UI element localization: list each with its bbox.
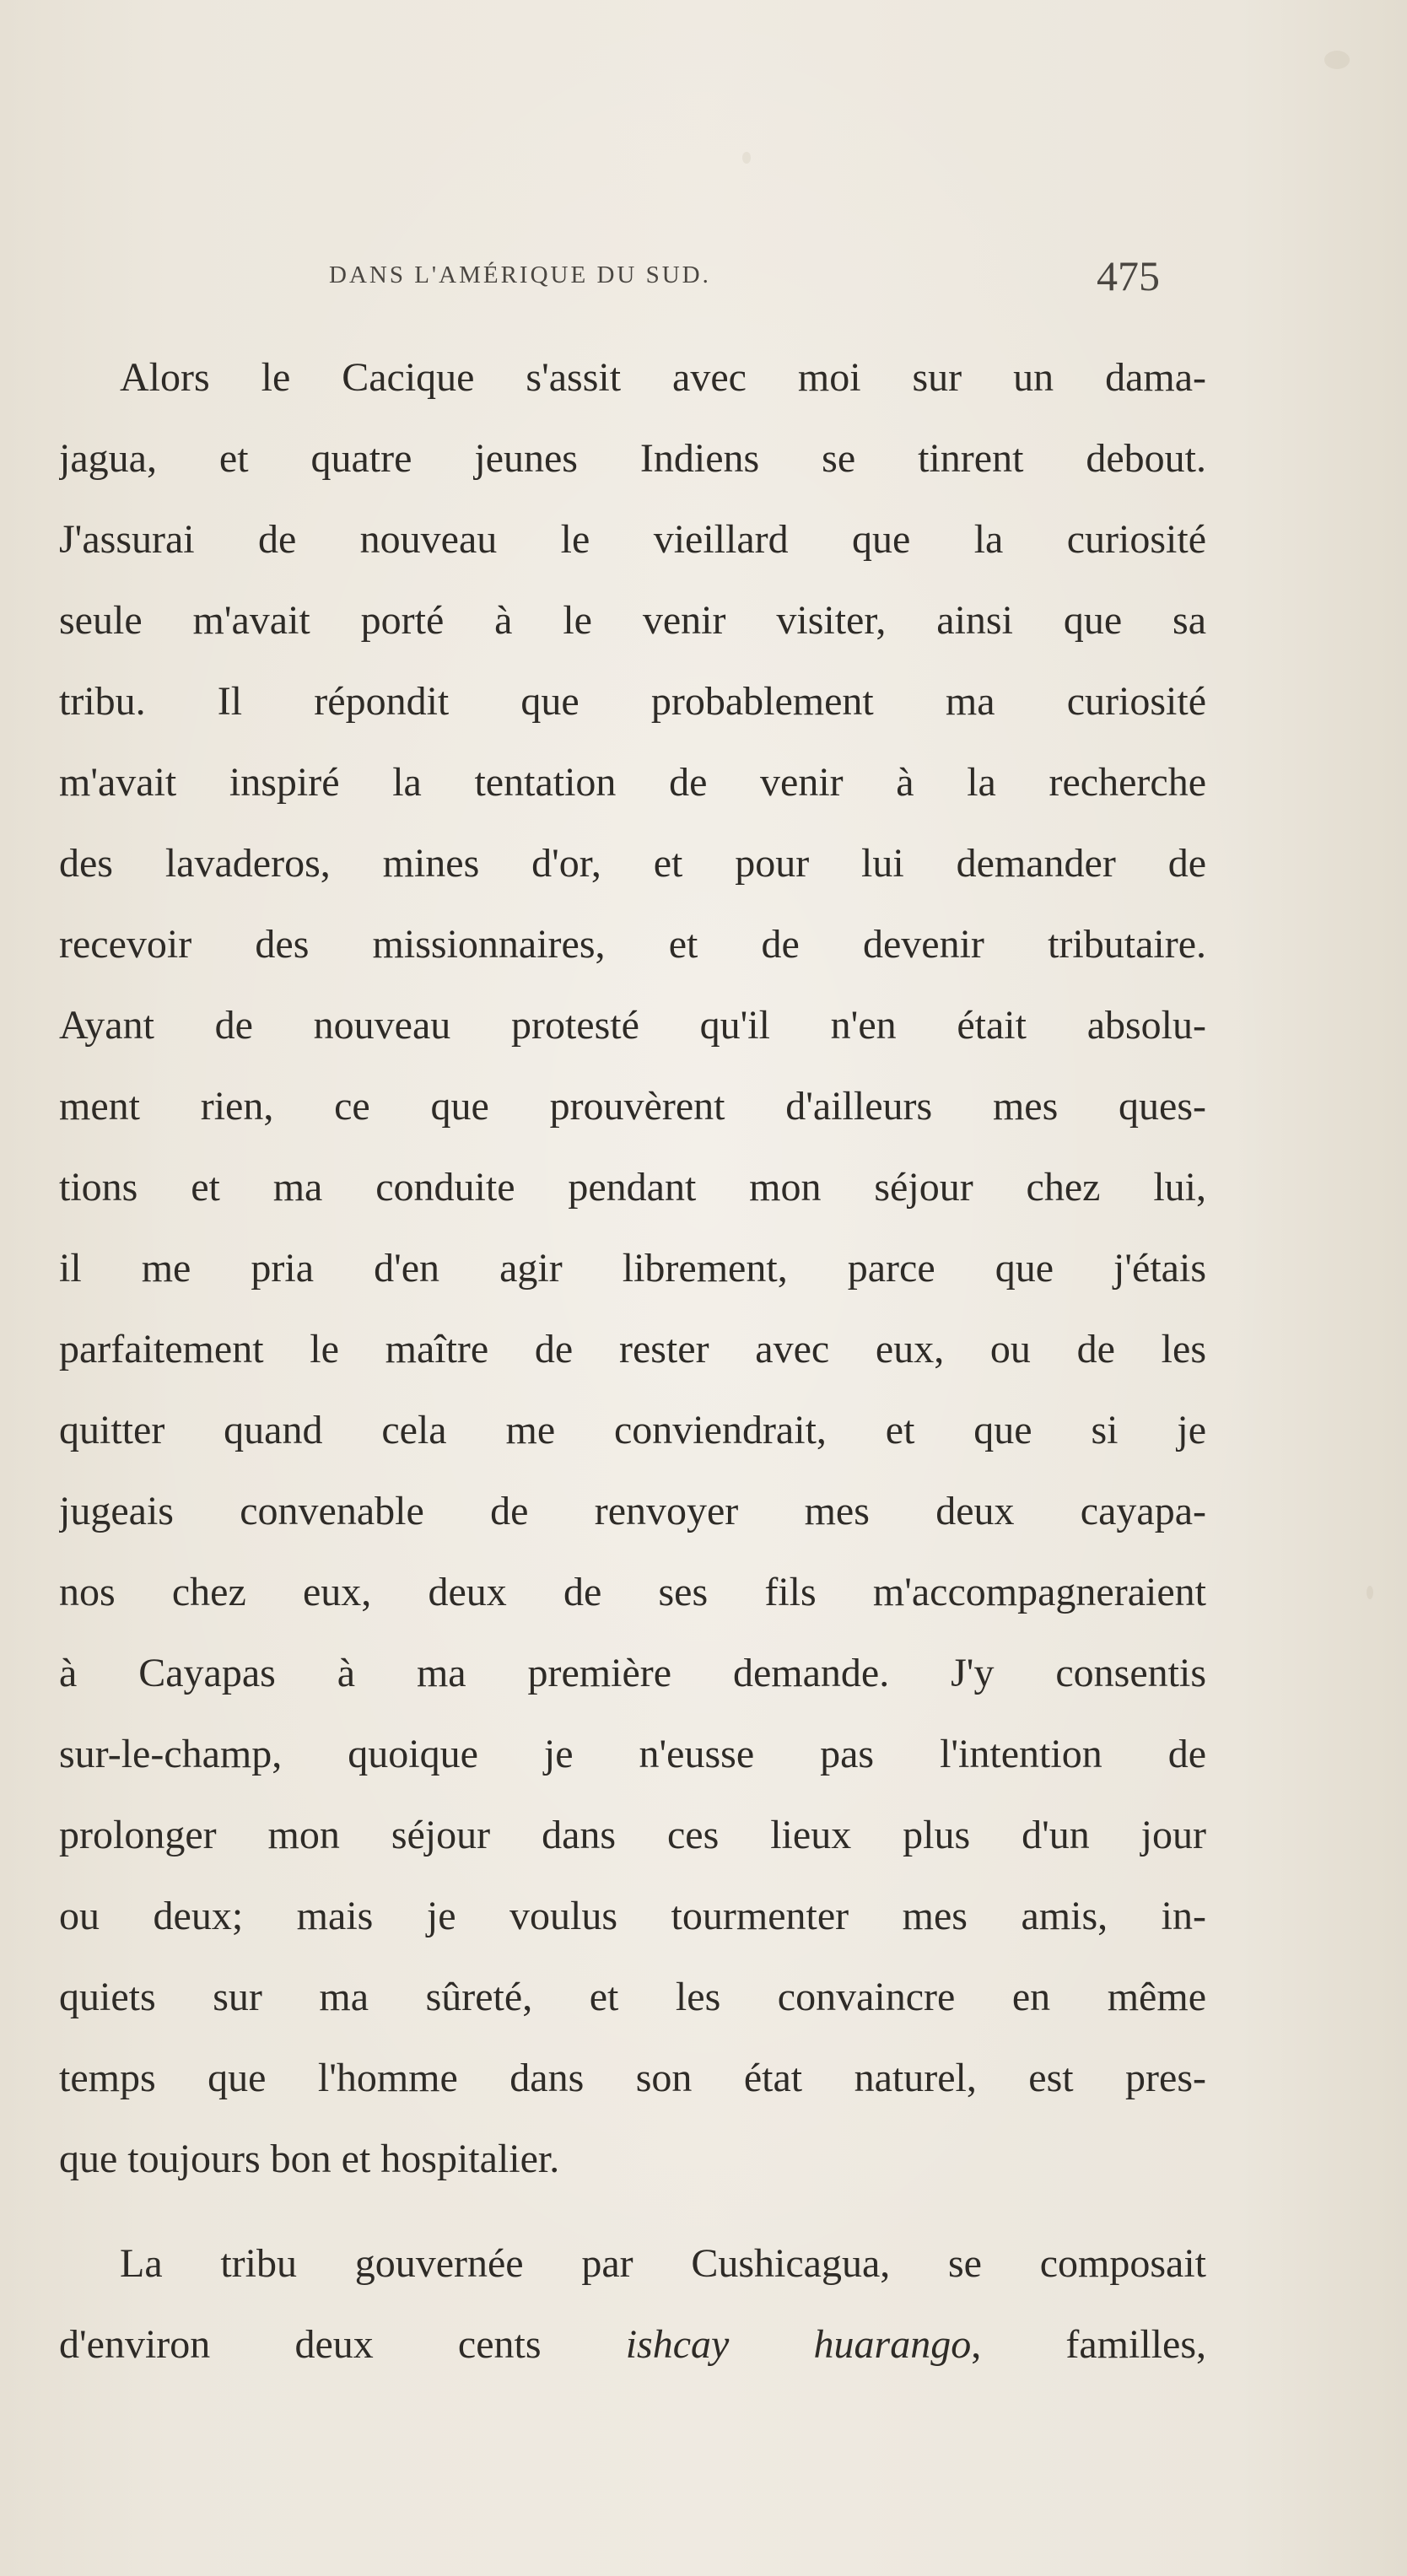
text-line: Alors le Cacique s'assit avec moi sur un dama-: [120, 355, 1206, 400]
text-line: [59, 2304, 1206, 2385]
text-line: des lavaderos, mines d'or, et pour lui demander de: [59, 841, 1206, 886]
paper-stain: [742, 152, 751, 164]
text-line: quiets sur ma sûreté, et les convaincre en même: [59, 1975, 1206, 2019]
text-line: ou deux; mais je voulus tourmenter mes amis, in-: [59, 1894, 1206, 1938]
text-line: J'assurai de nouveau le vieillard que la curiosité: [59, 517, 1206, 562]
text-line: Ayant de nouveau protesté qu'il n'en était absolu-: [59, 1003, 1206, 1048]
text-line: que toujours bon et hospitalier.: [59, 2137, 560, 2181]
text-line: tribu. Il répondit que probablement ma curiosité: [59, 679, 1206, 724]
text-line: temps que l'homme dans son état naturel, est pres-: [59, 2056, 1206, 2100]
text-line: prolonger mon séjour dans ces lieux plus d'un jour: [59, 1813, 1206, 1857]
text-line: sur-le-champ, quoique je n'eusse pas l'intention de: [59, 1732, 1206, 1776]
italic-term: ishcay huarango: [625, 2322, 972, 2367]
text-line: quitter quand cela me conviendrait, et que si je: [59, 1408, 1206, 1452]
text-line: jugeais convenable de renvoyer mes deux cayapa-: [59, 1489, 1206, 1533]
text-line: m'avait inspiré la tentation de venir à la recherche: [59, 760, 1206, 805]
text-run: d'environ deux cents: [59, 2322, 626, 2367]
running-head: DANS L'AMÉRIQUE DU SUD.: [329, 261, 711, 288]
paper-stain: [1324, 51, 1350, 69]
text-line: nos chez eux, deux de ses fils m'accompagneraient: [59, 1570, 1206, 1614]
text-line: La tribu gouvernée par Cushicagua, se composait: [120, 2241, 1206, 2286]
text-line: il me pria d'en agir librement, parce que j'étais: [59, 1246, 1206, 1291]
text-line: recevoir des missionnaires, et de devenir tributaire.: [59, 922, 1206, 967]
text-line: à Cayapas à ma première demande. J'y consentis: [59, 1651, 1206, 1695]
text-line: ment rien, ce que prouvèrent d'ailleurs mes ques-: [59, 1084, 1206, 1129]
text-line: tions et ma conduite pendant mon séjour chez lui,: [59, 1165, 1206, 1210]
text-line: seule m'avait porté à le venir visiter, ainsi que sa: [59, 598, 1206, 643]
text-run: , familles,: [971, 2322, 1206, 2367]
page-number: 475: [1097, 252, 1160, 299]
text-line: parfaitement le maître de rester avec eux, ou de les: [59, 1327, 1206, 1372]
body-text: [59, 337, 1206, 2385]
paper-stain: [1367, 1586, 1373, 1599]
text-line: jagua, et quatre jeunes Indiens se tinrent debout.: [59, 436, 1206, 481]
